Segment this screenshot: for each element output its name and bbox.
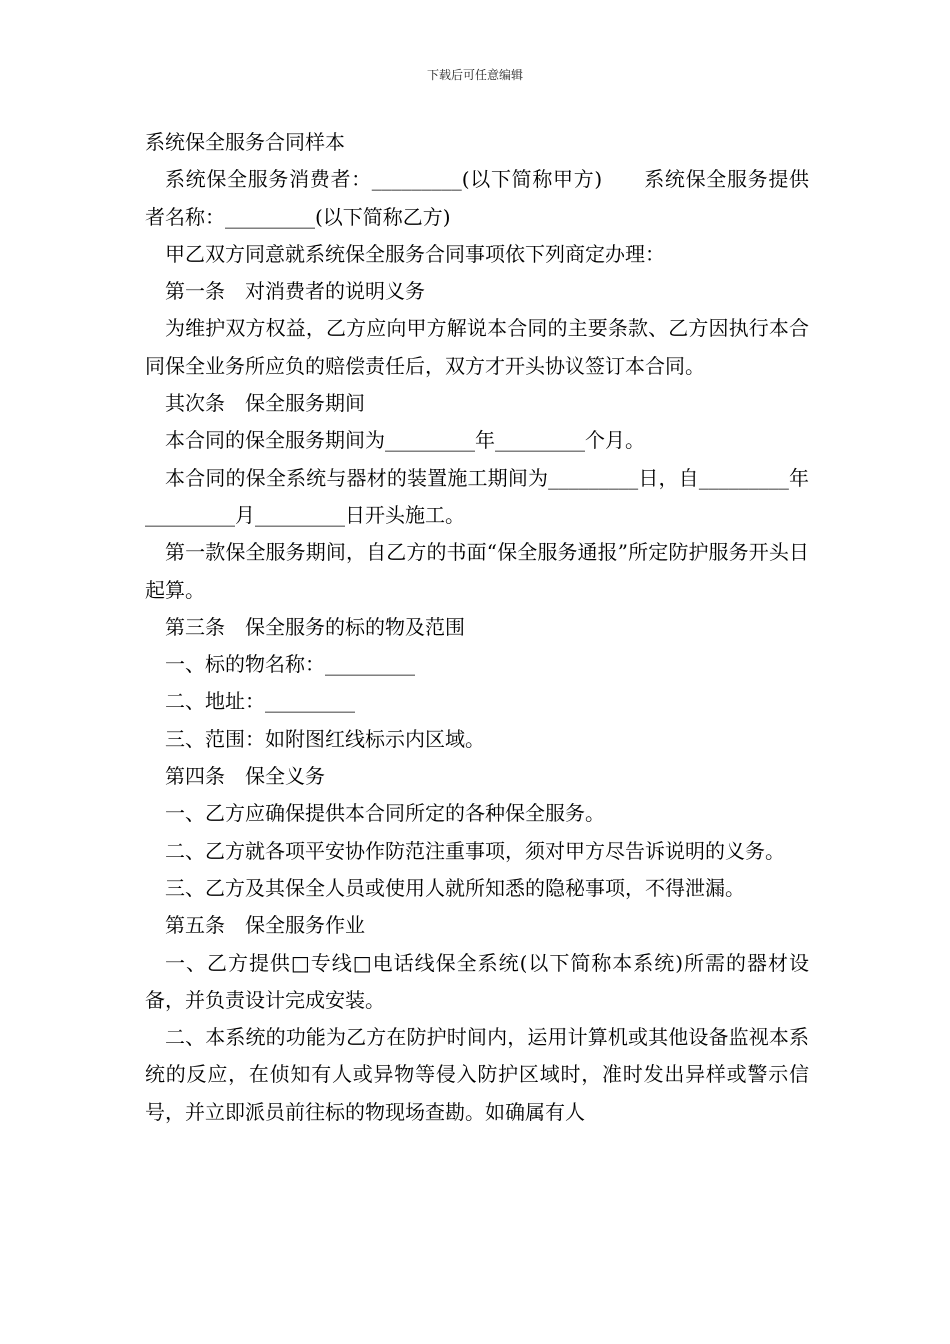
paragraph: 第一款保全服务期间，自乙方的书面“保全服务通报”所定防护服务开头日起算。 bbox=[145, 540, 809, 602]
paragraph: 甲乙双方同意就系统保全服务合同事项依下列商定办理： bbox=[165, 241, 665, 266]
paragraph: 一、乙方提供□专线□电话线保全系统(以下简称本系统)所需的器材设备，并负责设计完成安装。 bbox=[145, 950, 809, 1012]
article-heading: 第一条 对消费者的说明义务 bbox=[165, 279, 425, 304]
paragraph: 系统保全服务消费者：_________(以下简称甲方) 系统保全服务提供者名称：_________(以下简称乙方) bbox=[145, 167, 809, 229]
paragraph: 三、范围：如附图红线标示内区域。 bbox=[165, 726, 485, 751]
paragraph: 为维护双方权益，乙方应向甲方解说本合同的主要条款、乙方因执行本合同保全业务所应负的赔偿责任后，双方才开头协议签订本合同。 bbox=[145, 316, 809, 378]
page-header: 下载后可任意编辑 bbox=[426, 68, 523, 82]
paragraph: 本合同的保全系统与器材的装置施工期间为_________日，自_________年_________月_________日开头施工。 bbox=[145, 465, 809, 527]
article-heading: 第五条 保全服务作业 bbox=[165, 913, 365, 938]
paragraph: 二、地址：_________ bbox=[165, 689, 355, 714]
document-title: 系统保全服务合同样本 bbox=[145, 130, 345, 154]
paragraph: 本合同的保全服务期间为_________年_________个月。 bbox=[165, 428, 645, 453]
article-heading: 第三条 保全服务的标的物及范围 bbox=[165, 614, 465, 639]
article-heading: 其次条 保全服务期间 bbox=[165, 391, 365, 416]
paragraph: 二、乙方就各项平安协作防范注重事项，须对甲方尽告诉说明的义务。 bbox=[165, 838, 785, 863]
paragraph: 三、乙方及其保全人员或使用人就所知悉的隐秘事项，不得泄漏。 bbox=[165, 875, 745, 900]
paragraph: 二、本系统的功能为乙方在防护时间内，运用计算机或其他设备监视本系统的反应，在侦知有人或异物等侵入防护区域时，准时发出异样或警示信号，并立即派员前往标的物现场查勘。如确属有人 bbox=[145, 1025, 809, 1124]
paragraph: 一、标的物名称：_________ bbox=[165, 652, 415, 677]
article-heading: 第四条 保全义务 bbox=[165, 764, 325, 789]
document-body bbox=[145, 124, 809, 1131]
paragraph: 一、乙方应确保提供本合同所定的各种保全服务。 bbox=[165, 801, 605, 826]
